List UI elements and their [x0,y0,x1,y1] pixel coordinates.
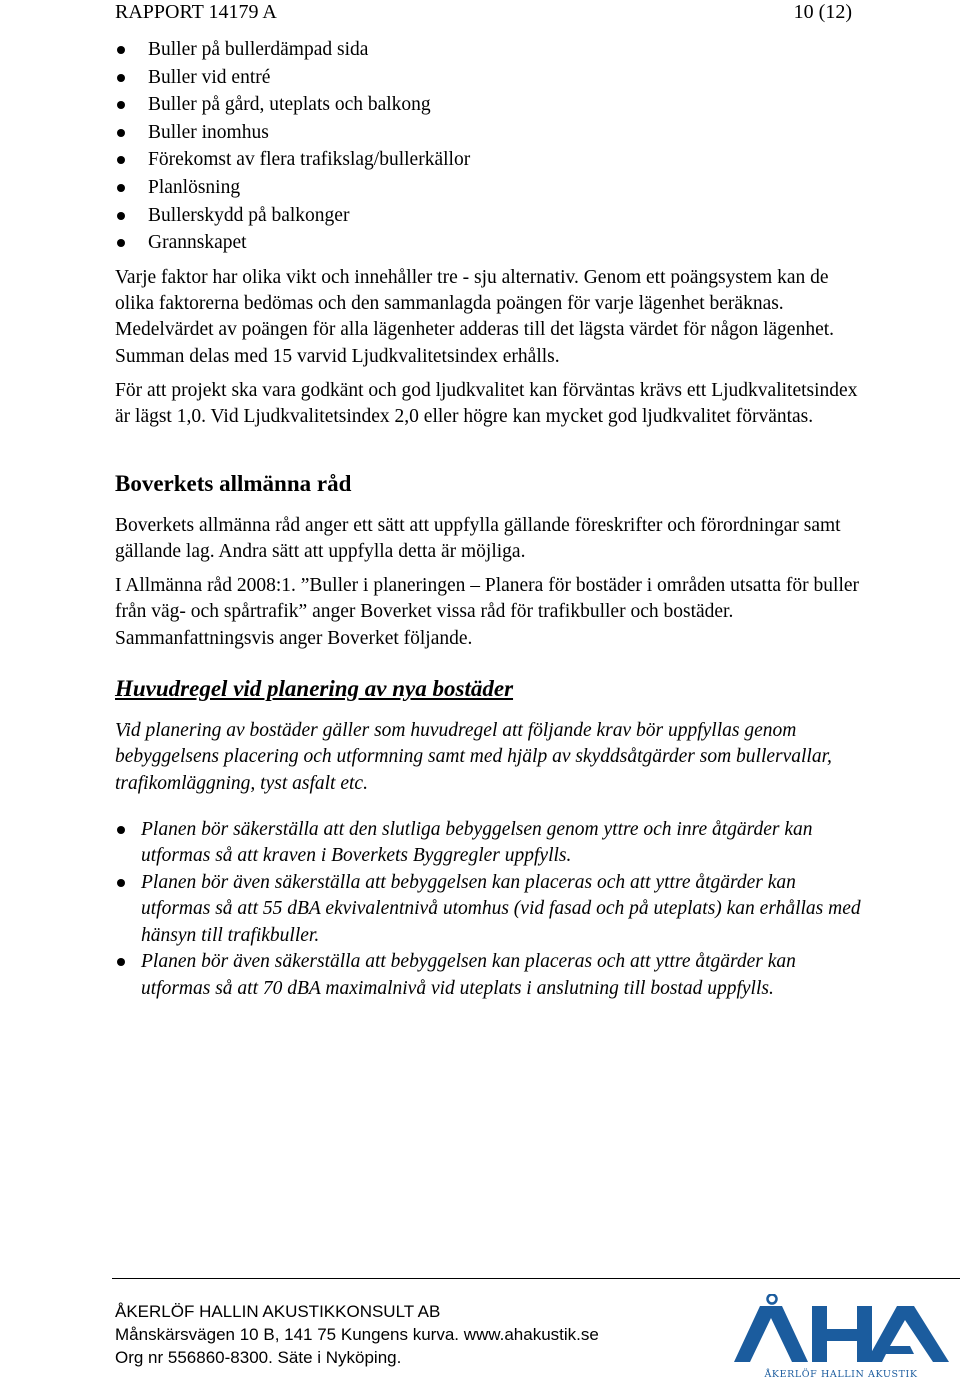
bullet-icon [117,129,125,137]
factor-list [115,36,865,257]
page-footer [115,1300,675,1369]
bullet-icon [117,826,125,834]
list-item: Bullerskydd på balkonger [115,202,865,230]
list-item: Planen bör även säkerställa att bebyggelsen kan placeras och att yttre åtgärder kan utformas så att 55 dBA ekvivalentnivå utomhus (vid fasad och på uteplats) kan erhållas med hänsyn till trafikbuller. [115,870,865,949]
list-item: Buller på gård, uteplats och balkong [115,91,865,119]
page-header [115,0,852,24]
list-item: Planlösning [115,174,865,202]
paragraph-allmanna-rad: I Allmänna råd 2008:1. ”Buller i planeringen – Planera för bostäder i områden utsatta för buller från väg- och spårtrafik” anger Boverket vissa råd för trafikbuller och bostäder. Sammanfattningsvis anger Boverket följande. [115,575,860,649]
list-item: Buller vid entré [115,64,865,92]
report-number: RAPPORT 14179 A [115,1,277,23]
letter-a2-icon [866,1306,949,1362]
letter-h-icon [812,1306,872,1362]
ring-icon [768,1295,777,1304]
paragraph-factors: Varje faktor har olika vikt och innehåller tre - sju alternativ. Genom ett poängsystem kan de olika faktorerna bedömas och den sammanlagda poängen för varje lägenhet beräknas. Medelvärdet av poängen för alla lägenheter adderas till det lägsta värdet för någon lägenhet. Summan delas med 15 varvid Ljudkvalitetsindex erhålls. [115,266,835,367]
company-logo [728,1294,954,1380]
bullet-icon [117,212,125,220]
list-item: Grannskapet [115,229,865,257]
logo-caption: ÅKERLÖF HALLIN AKUSTIK [764,1369,918,1380]
bullet-icon [117,958,125,966]
footer-company: ÅKERLÖF HALLIN AKUSTIKKONSULT AB [115,1302,441,1321]
list-item: Planen bör även säkerställa att bebyggelsen kan placeras och att yttre åtgärder kan utformas så att 70 dBA maximalnivå vid uteplats i anslutning till bostad uppfylls. [115,949,865,1002]
list-item: Buller inomhus [115,119,865,147]
bullet-icon [117,74,125,82]
list-item: Buller på bullerdämpad sida [115,36,865,64]
paragraph-main-rule: Vid planering av bostäder gäller som huvudregel att följande krav bör uppfyllas genom bebyggelsens placering och utformning samt med hjälp av skyddsåtgärder som bullervallar, trafikomläggning, tyst asfalt etc. [115,720,832,794]
footer-divider [112,1278,960,1279]
bullet-icon [117,46,125,54]
bullet-icon [117,239,125,247]
page-number: 10 (12) [793,1,852,23]
footer-address: Månskärsvägen 10 B, 141 75 Kungens kurva. www.ahakustik.se [115,1325,599,1344]
list-item: Planen bör säkerställa att den slutliga bebyggelsen genom yttre och inre åtgärder kan utformas så att kraven i Boverkets Byggregler uppfylls. [115,817,865,870]
paragraph-general-advice: Boverkets allmänna råd anger ett sätt att uppfylla gällande föreskrifter och förordningar samt gällande lag. Andra sätt att uppfylla detta är möjliga. [115,514,841,562]
subsection-heading: Huvudregel vid planering av nya bostäder [115,676,514,702]
paragraph-approval: För att projekt ska vara godkänt och god ljudkvalitet kan förväntas krävs ett Ljudkvalitetsindex är lägst 1,0. Vid Ljudkvalitetsindex 2,0 eller högre kan mycket god ljudkvalitet förväntas. [115,379,858,428]
bullet-icon [117,879,125,887]
requirement-list [115,817,865,1002]
page-content [115,36,865,1002]
section-heading: Boverkets allmänna råd [115,470,352,496]
bullet-icon [117,184,125,192]
footer-orgnr: Org nr 556860-8300. Säte i Nyköping. [115,1348,402,1367]
list-item: Förekomst av flera trafikslag/bullerkällor [115,146,865,174]
letter-a-icon [734,1306,808,1362]
bullet-icon [117,101,125,109]
bullet-icon [117,156,125,164]
